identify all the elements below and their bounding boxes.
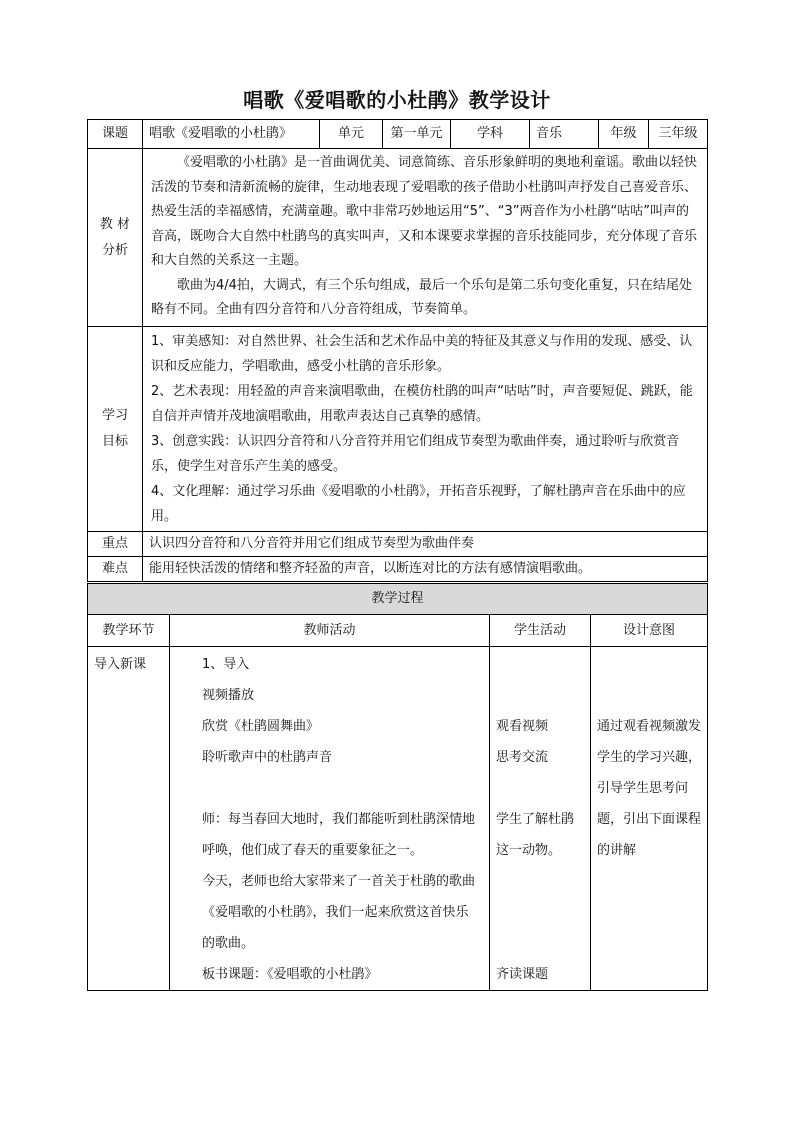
- grade-label: 年级: [599, 120, 649, 149]
- key-point-text: 认识四分音符和八分音符并用它们组成节奏型为歌曲伴奏: [143, 532, 708, 557]
- student-activity: [490, 647, 591, 991]
- goals-content: [143, 327, 708, 532]
- difficulty-label: 难点: [88, 557, 143, 582]
- lesson-info-table: [87, 119, 708, 582]
- teacher-step: 视频播放: [202, 688, 255, 703]
- teacher-step: 欣赏《杜鹃圆舞曲》: [202, 719, 320, 734]
- subject-value: 音乐: [530, 120, 599, 149]
- grade-value: 三年级: [649, 120, 708, 149]
- teacher-step: 板书课题：《爱唱歌的小杜鹃》: [202, 967, 378, 982]
- goal-item: 1、审美感知：对自然世界、社会生活和艺术作品中美的特征及其意义与作用的发现、感受、认识和反应能力，学唱歌曲，感受小杜鹃的音乐形象。: [151, 334, 693, 374]
- col-teacher-header: 教师活动: [170, 615, 490, 647]
- unit-label: 单元: [320, 120, 383, 149]
- teacher-step: 今天，老师也给大家带来了一首关于杜鹃的歌曲《爱唱歌的小杜鹃》，我们一起来欣赏这首快乐的歌曲。: [202, 874, 476, 951]
- col-intent-header: 设计意图: [591, 615, 708, 647]
- col-student-header: 学生活动: [490, 615, 591, 647]
- analysis-paragraph: 歌曲为4/4拍，大调式，有三个乐句组成，最后一个乐句是第二乐句变化重复，只在结尾处略有不同。全曲有四分音符和八分音符组成，节奏简单。: [151, 277, 692, 317]
- teacher-activity: [170, 647, 490, 991]
- teacher-step: 师：每当春回大地时，我们都能听到杜鹃深情地呼唤，他们成了春天的重要象征之一。: [202, 812, 476, 858]
- student-step: 观看视频: [496, 719, 549, 734]
- key-point-label: 重点: [88, 532, 143, 557]
- analysis-label: 教 材 分析: [88, 149, 143, 327]
- unit-value: 第一单元: [383, 120, 451, 149]
- intent-text: 通过观看视频激发学生的学习兴趣，引导学生思考问题，引出下面课程的讲解: [597, 719, 702, 858]
- col-stage-header: 教学环节: [88, 615, 170, 647]
- student-step: 思考交流: [496, 750, 549, 765]
- document-title: 唱歌《爱唱歌的小杜鹃》教学设计: [243, 88, 551, 112]
- goal-item: 3、创意实践：认识四分音符和八分音符并用它们组成节奏型为歌曲伴奏，通过聆听与欣赏音乐，使学生对音乐产生美的感受。: [151, 434, 680, 474]
- teacher-step: 聆听歌声中的杜鹃声音: [202, 750, 333, 765]
- goal-item: 4、文化理解：通过学习乐曲《爱唱歌的小杜鹃》，开拓音乐视野，了解杜鹃声音在乐曲中的应用。: [151, 484, 686, 524]
- design-intent: [591, 647, 708, 991]
- topic-value: 唱歌《爱唱歌的小杜鹃》: [143, 120, 320, 149]
- goal-item: 2、艺术表现：用轻盈的声音来演唱歌曲，在模仿杜鹃的叫声“咕咕”时，声音要短促、跳跃，能自信并声情并茂地演唱歌曲，用歌声表达自己真挚的感情。: [151, 384, 693, 424]
- teacher-step: 1、导入: [202, 657, 250, 672]
- student-step: 学生了解杜鹃这一动物。: [496, 812, 575, 858]
- teaching-process-table: [87, 583, 708, 991]
- analysis-content: [143, 149, 708, 327]
- goals-label: 学习 目标: [88, 327, 143, 532]
- process-heading: 教学过程: [88, 584, 708, 615]
- topic-label: 课题: [88, 120, 143, 149]
- subject-label: 学科: [451, 120, 530, 149]
- analysis-paragraph: 《爱唱歌的小杜鹃》是一首曲调优美、词意简练、音乐形象鲜明的奥地利童谣。歌曲以轻快活泼的节奏和清新流畅的旋律，生动地表现了爱唱歌的孩子借助小杜鹃叫声抒发自己喜爱音乐、热爱生活的幸福感情，充满童趣。歌中非常巧妙地运用“5”、“3”两音作为小杜鹃“咕咕”叫声的音高，既吻合大自然中杜鹃鸟的真实叫声，又和本课要求掌握的音乐技能同步，充分体现了音乐和大自然的关系这一主题。: [151, 155, 698, 268]
- stage-cell: 导入新课: [88, 647, 170, 991]
- student-step: 齐读课题: [496, 967, 549, 982]
- difficulty-text: 能用轻快活泼的情绪和整齐轻盈的声音，以断连对比的方法有感情演唱歌曲。: [143, 557, 708, 582]
- teacher-spacer: [202, 773, 481, 804]
